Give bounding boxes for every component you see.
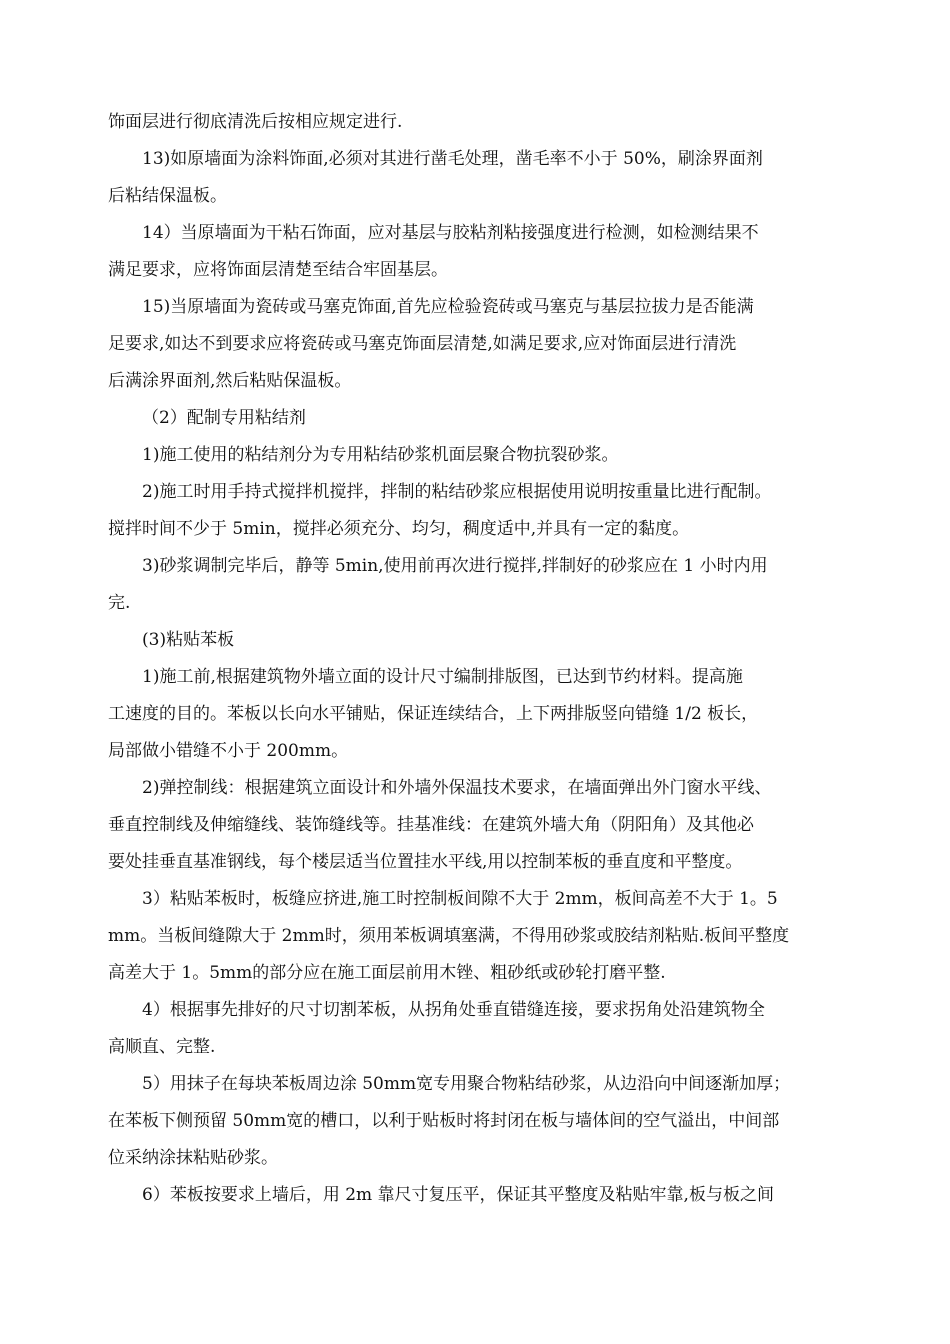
paragraph (108, 215, 853, 289)
paragraph (108, 1066, 853, 1177)
text-line: 位采纳涂抹粘贴砂浆。 (108, 1148, 278, 1168)
paragraph (108, 622, 853, 659)
text-line: 在苯板下侧预留 50mm宽的槽口，以利于贴板时将封闭在板与墙体间的空气溢出，中间部 (108, 1111, 780, 1131)
text-line: (3)粘贴苯板 (142, 630, 235, 650)
text-line: 6）苯板按要求上墙后，用 2m 靠尺寸复压平，保证其平整度及粘贴牢靠,板与板之间 (142, 1185, 774, 1205)
text-line: 15)当原墙面为瓷砖或马塞克饰面,首先应检验瓷砖或马塞克与基层拉拔力是否能满 (142, 297, 754, 317)
text-line: 高差大于 1。5mm的部分应在施工面层前用木锉、粗砂纸或砂轮打磨平整. (108, 963, 666, 983)
text-line: 1)施工使用的粘结剂分为专用粘结砂浆机面层聚合物抗裂砂浆。 (142, 445, 619, 465)
text-line: mm。当板间缝隙大于 2mm时，须用苯板调填塞满，不得用砂浆或胶结剂粘贴.板间平整度 (108, 926, 790, 946)
paragraph (108, 400, 853, 437)
text-line: 13)如原墙面为涂料饰面,必须对其进行凿毛处理，凿毛率不小于 50%，刷涂界面剂 (142, 149, 763, 169)
text-line: 搅拌时间不少于 5min，搅拌必须充分、均匀，稠度适中,并具有一定的黏度。 (108, 519, 690, 539)
paragraph (108, 548, 853, 622)
paragraph (108, 437, 853, 474)
text-line: 要处挂垂直基准钢线，每个楼层适当位置挂水平线,用以控制苯板的垂直度和平整度。 (108, 852, 743, 872)
text-line: 14）当原墙面为干粘石饰面，应对基层与胶粘剂粘接强度进行检测，如检测结果不 (142, 223, 759, 243)
paragraph (108, 1177, 853, 1214)
text-line: 完. (108, 593, 131, 613)
text-line: 2)施工时用手持式搅拌机搅拌，拌制的粘结砂浆应根据使用说明按重量比进行配制。 (142, 482, 772, 502)
text-line: 3)砂浆调制完毕后，静等 5min,使用前再次进行搅拌,拌制好的砂浆应在 1 小时内用 (142, 556, 768, 576)
text-line: 1)施工前,根据建筑物外墙立面的设计尺寸编制排版图，已达到节约材料。提高施 (142, 667, 743, 687)
paragraph (108, 289, 853, 400)
text-line: 2)弹控制线：根据建筑立面设计和外墙外保温技术要求，在墙面弹出外门窗水平线、 (142, 778, 772, 798)
text-line: 高顺直、完整. (108, 1037, 216, 1057)
text-line: 工速度的目的。苯板以长向水平铺贴，保证连续结合，上下两排版竖向错缝 1/2 板长， (108, 704, 759, 724)
text-line: 局部做小错缝不小于 200mm。 (108, 741, 349, 761)
body-text (108, 104, 853, 1214)
text-line: （2）配制专用粘结剂 (142, 408, 306, 428)
paragraph (108, 881, 853, 992)
paragraph (108, 104, 853, 141)
paragraph (108, 141, 853, 215)
paragraph (108, 770, 853, 881)
text-line: 后粘结保温板。 (108, 186, 227, 206)
paragraph (108, 474, 853, 548)
text-line: 后满涂界面剂,然后粘贴保温板。 (108, 371, 352, 391)
text-line: 饰面层进行彻底清洗后按相应规定进行. (108, 112, 403, 132)
text-line: 4）根据事先排好的尺寸切割苯板，从拐角处垂直错缝连接，要求拐角处沿建筑物全 (142, 1000, 765, 1020)
text-line: 垂直控制线及伸缩缝线、装饰缝线等。挂基准线：在建筑外墙大角（阴阳角）及其他必 (108, 815, 754, 835)
text-line: 3）粘贴苯板时，板缝应挤进,施工时控制板间隙不大于 2mm，板间高差不大于 1。5 (142, 889, 778, 909)
text-line: 满足要求，应将饰面层清楚至结合牢固基层。 (108, 260, 448, 280)
paragraph (108, 992, 853, 1066)
text-line: 足要求,如达不到要求应将瓷砖或马塞克饰面层清楚,如满足要求,应对饰面层进行清洗 (108, 334, 737, 354)
paragraph (108, 659, 853, 770)
text-line: 5）用抹子在每块苯板周边涂 50mm宽专用聚合物粘结砂浆，从边沿向中间逐渐加厚； (142, 1074, 791, 1094)
